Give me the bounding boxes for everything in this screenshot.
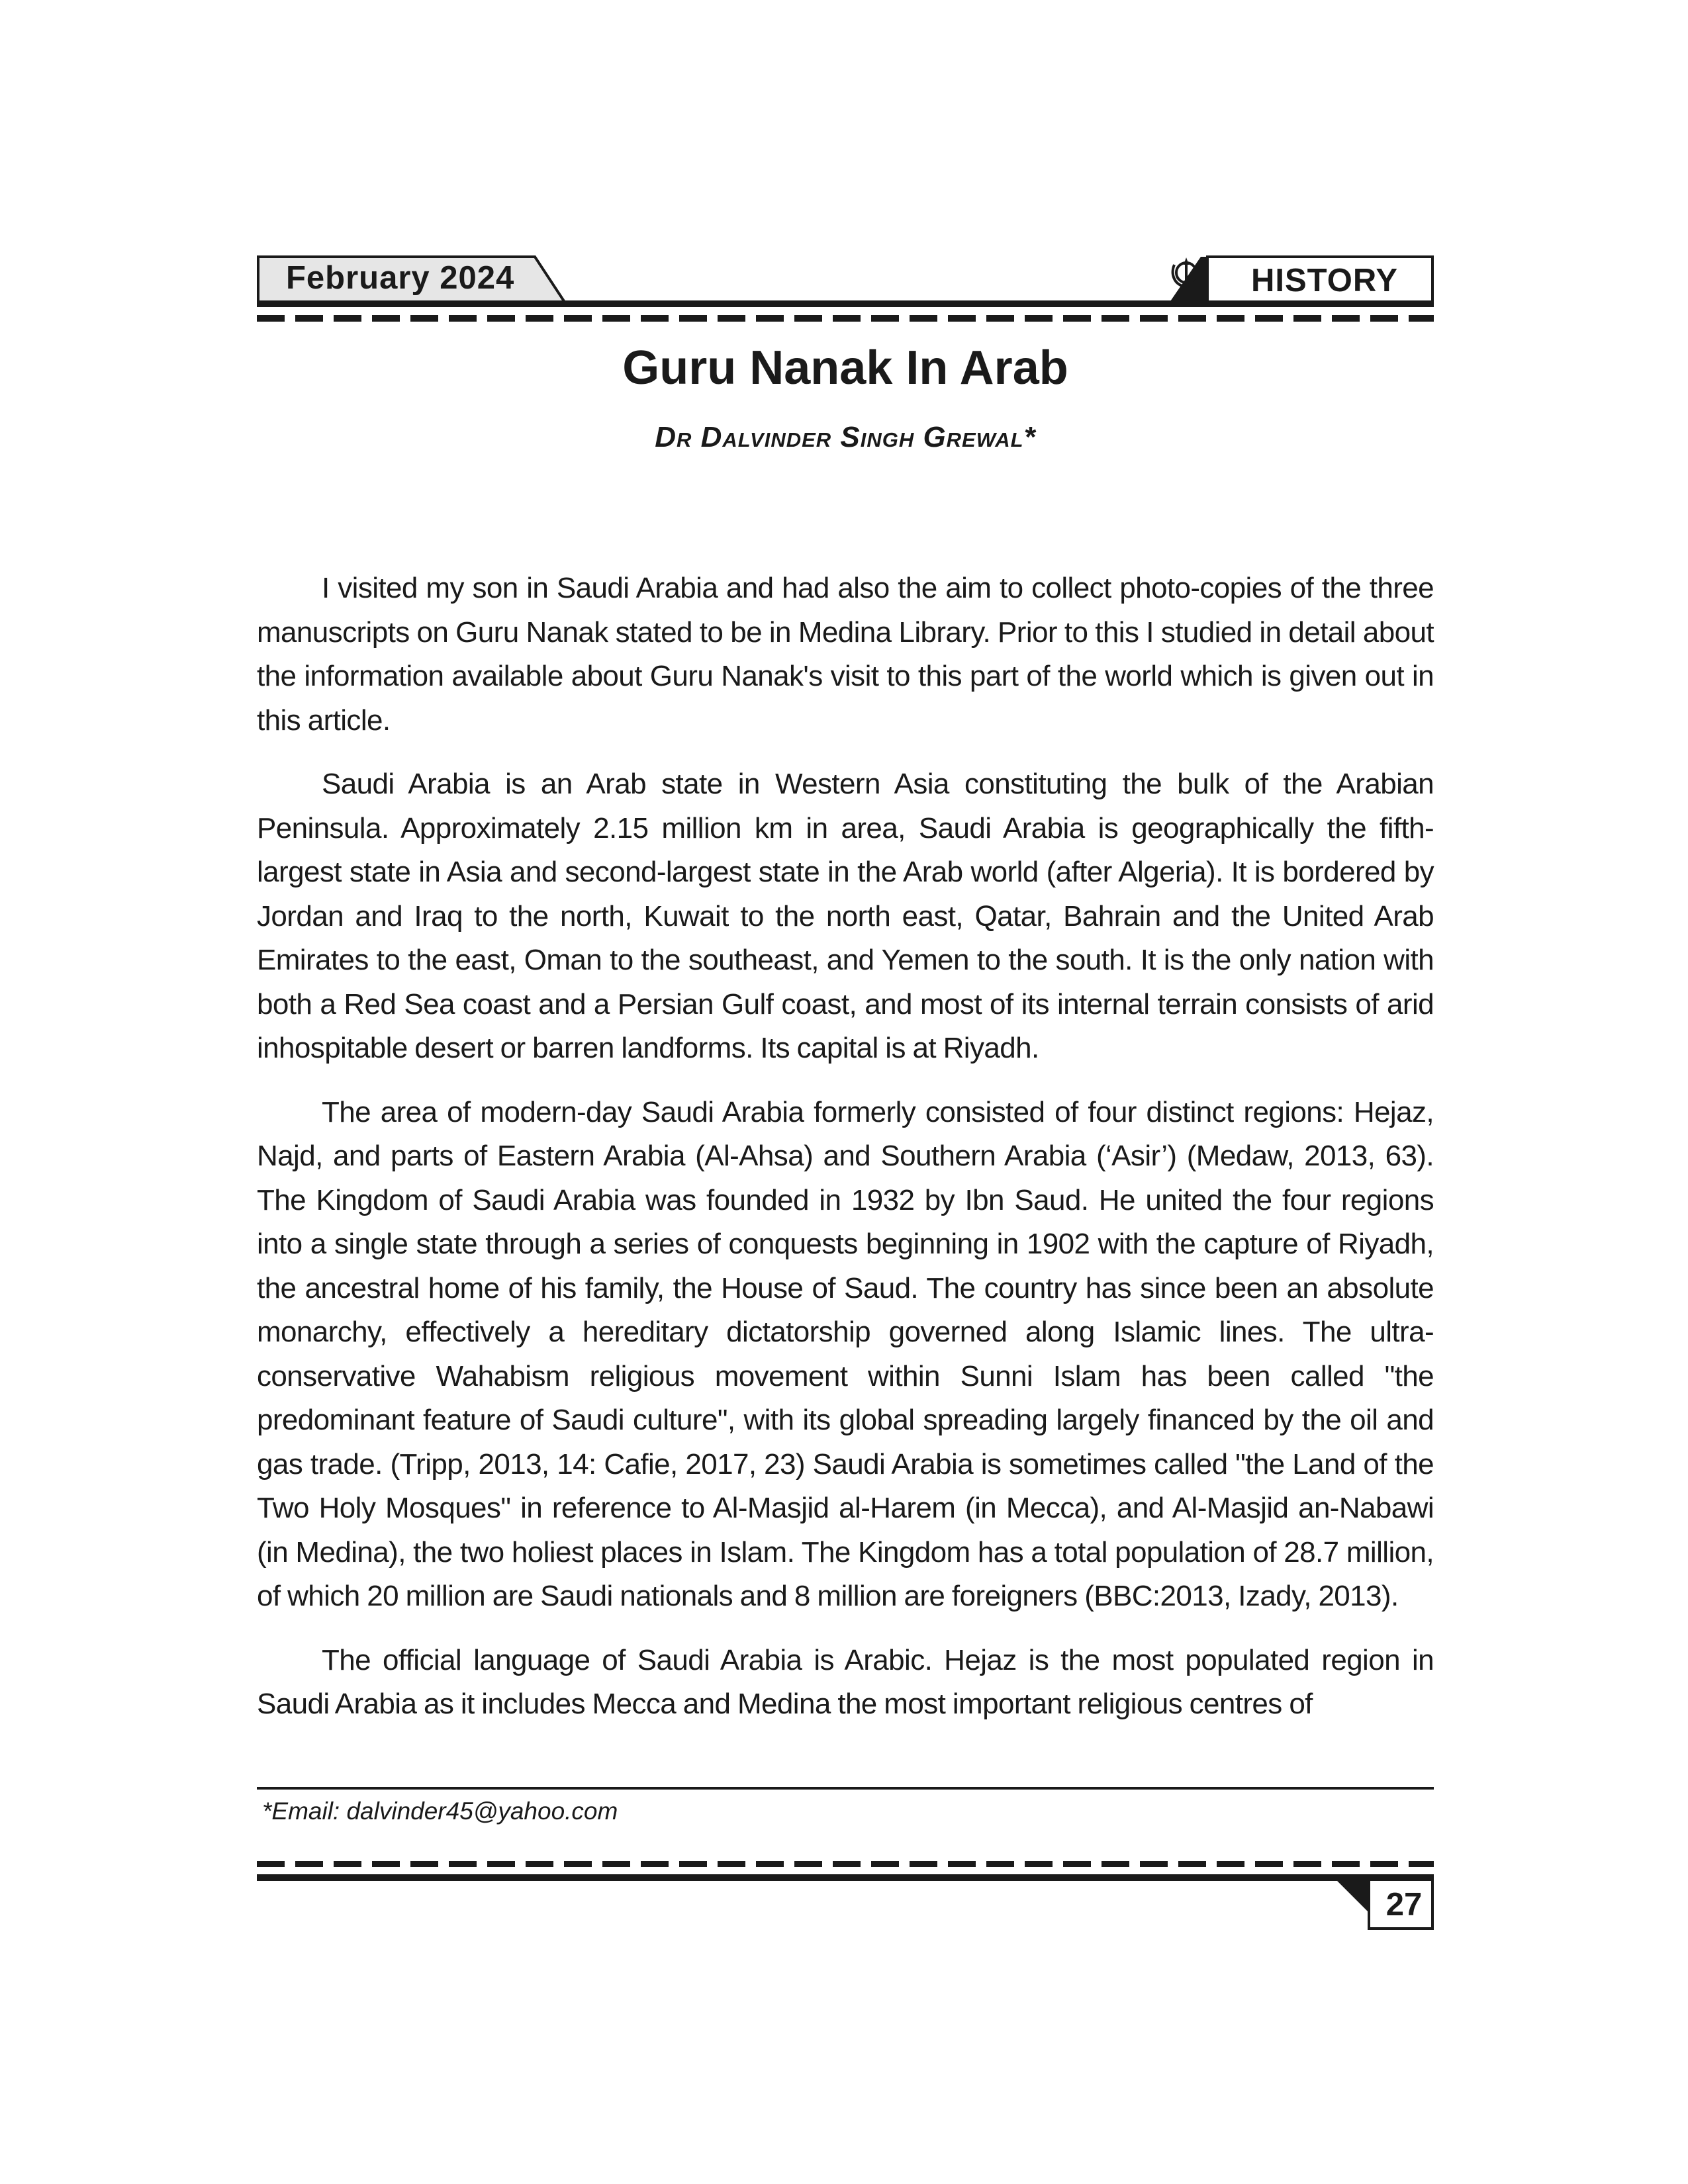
- section-label: HISTORY: [1251, 263, 1399, 298]
- khanda-icon: [1169, 255, 1203, 290]
- page-number-tab: [1331, 1874, 1434, 1930]
- header-rule: [257, 300, 1434, 307]
- footnote-rule: [257, 1787, 1434, 1790]
- page-number: 27: [1385, 1887, 1423, 1923]
- paragraph: I visited my son in Saudi Arabia and had also the aim to collect photo-copies of the three manuscripts on Guru Nanak stated to be in Medina Library. Prior to this I studied in detail about the information available about Guru Nanak's visit to this part of the world which is given out in this article.: [257, 572, 1434, 737]
- section-tab: [1169, 255, 1434, 304]
- article-body: [257, 567, 1434, 1747]
- header-dashed-rule: [257, 315, 1434, 322]
- issue-date: February 2024: [286, 260, 515, 296]
- footer-rule: [257, 1874, 1434, 1881]
- article-author: Dr Dalvinder Singh Grewal*: [655, 421, 1036, 453]
- issue-date-tab: [257, 255, 568, 304]
- page-header: [257, 255, 1434, 324]
- author-email-footnote: *Email: dalvinder45@yahoo.com: [262, 1797, 618, 1825]
- footer-dashed-rule: [257, 1861, 1434, 1867]
- paragraph: Saudi Arabia is an Arab state in Western Asia constituting the bulk of the Arabian Peninsula. Approximately 2.15 million km in area, Saudi Arabia is geographically the fifth-largest state in Asia and second-largest state in the Arab world (after Algeria). It is bordered by Jordan and Iraq to the north, Kuwait to the north east, Qatar, Bahrain and the United Arab Emirates to the east, Oman to the southeast, and Yemen to the south. It is the only nation with both a Red Sea coast and a Persian Gulf coast, and most of its internal terrain consists of arid inhospitable desert or barren landforms. Its capital is at Riyadh.: [257, 768, 1434, 1064]
- article-title: Guru Nanak In Arab: [622, 341, 1068, 394]
- paragraph: The official language of Saudi Arabia is Arabic. Hejaz is the most populated region in Saudi Arabia as it includes Mecca and Medina the most important religious centres of: [257, 1643, 1434, 1720]
- paragraph: The area of modern-day Saudi Arabia formerly consisted of four distinct regions: Hejaz, Najd, and parts of Eastern Arabia (Al-Ahsa) and Southern Arabia (‘Asir’) (Medaw, 2013, 63). The Kingdom of Saudi Arabia was founded in 1932 by Ibn Saud. He united the four regions into a single state through a series of conquests beginning in 1902 with the capture of Riyadh, the ancestral home of his family, the House of Saud. The country has since been an absolute monarchy, effectively a hereditary dictatorship governed along Islamic lines. The ultra-conservative Wahabism religious movement within Sunni Islam has been called "the predominant feature of Saudi culture", with its global spreading largely financed by the oil and gas trade. (Tripp, 2013, 14: Cafie, 2017, 23) Saudi Arabia is sometimes called "the Land of the Two Holy Mosques" in reference to Al-Masjid al-Harem (in Mecca), and Al-Masjid an-Nabawi (in Medina), the two holiest places in Islam. The Kingdom has a total population of 28.7 million, of which 20 million are Saudi nationals and 8 million are foreigners (BBC:2013, Izady, 2013).: [257, 1095, 1434, 1612]
